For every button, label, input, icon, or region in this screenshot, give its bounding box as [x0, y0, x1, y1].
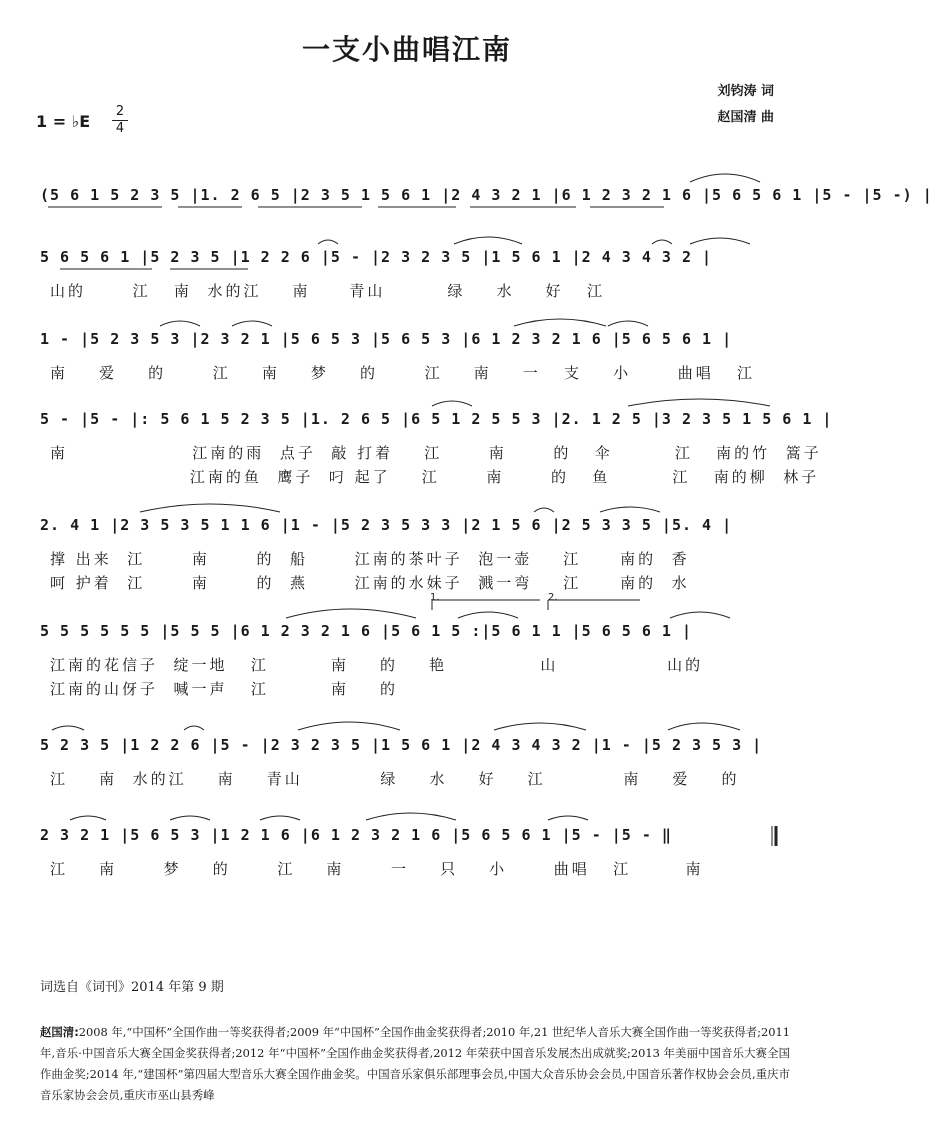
lyric-line: 江南的山伢子 喊一声 江 南 的 — [50, 680, 399, 698]
lyric-line: 江 南 水的江 南 青山 绿 水 好 江 南 爱 的 — [50, 770, 740, 788]
source-note: 词选自《词刊》2014 年第 9 期 — [40, 980, 224, 995]
lyric-line: 山的 江 南 水的江 南 青山 绿 水 好 江 — [50, 282, 605, 300]
staff-notes: 1 - |5 2 3 5 3 |2 3 2 1 |5 6 5 3 |5 6 5 3 |6 1 2 3 2 1 6 |5 6 5 6 1 | — [40, 330, 733, 348]
bio-text: 2008 年,“中国杯”全国作曲一等奖获得者;2009 年“中国杯”全国作曲金奖获得者;2010 年,21 世纪华人音乐大赛全国作曲一等奖获得者;2011 年,音乐·中国音乐大赛全国金奖获得者;2012 年“中国杯”全国作曲金奖获得者,2012 年荣获中国音乐发展杰出成就奖;2013 年美丽中国音乐大赛全国作曲金奖;2014 年,“建国杯”第四届大型音乐大赛全国作曲金奖。中国音乐家俱乐部理事会员,中国大众音乐协会会员,中国音乐著作权协会会员,重庆市音乐家协会会员,重庆市巫山县秀峰 — [40, 1025, 790, 1102]
song-title: 一支小曲唱江南 — [301, 33, 512, 66]
composer-credit: 赵国清 曲 — [717, 110, 774, 125]
lyric-line: 撑 出来 江 南 的 船 江南的茶叶子 泡一壶 江 南的 香 — [50, 550, 690, 568]
lyric-line: 南 江南的雨 点子 敲 打着 江 南 的 伞 江 南的竹 篙子 — [50, 444, 822, 462]
volta-second-label: 2. — [548, 592, 558, 603]
lyric-line: 南 爱 的 江 南 梦 的 江 南 一 支 小 曲唱 江 — [50, 364, 756, 382]
staff-notes: 2 3 2 1 |5 6 5 3 |1 2 1 6 |6 1 2 3 2 1 6 |5 6 5 6 1 |5 - |5 - ‖ — [40, 826, 672, 844]
lyric-line: 江南的鱼 鹰子 叼 起了 江 南 的 鱼 江 南的柳 林子 — [50, 468, 820, 486]
staff-notes: 5 5 5 5 5 5 |5 5 5 |6 1 2 3 2 1 6 |5 6 1 5 :|5 6 1 1 |5 6 5 6 1 | — [40, 622, 692, 640]
bio-name: 赵国清: — [40, 1025, 79, 1039]
staff-notes: 5 2 3 5 |1 2 2 6 |5 - |2 3 2 3 5 |1 5 6 1 |2 4 3 4 3 2 |1 - |5 2 3 5 3 | — [40, 736, 763, 754]
time-signature-bottom: 4 — [112, 120, 128, 137]
volta-first-label: 1. — [430, 592, 440, 603]
key-signature: 1 = ♭E — [36, 112, 91, 131]
staff-notes: 5 6 5 6 1 |5 2 3 5 |1 2 2 6 |5 - |2 3 2 3 5 |1 5 6 1 |2 4 3 4 3 2 | — [40, 248, 713, 266]
staff-notes: 5 - |5 - |: 5 6 1 5 2 3 5 |1. 2 6 5 |6 5 1 2 5 5 3 |2. 1 2 5 |3 2 3 5 1 5 6 1 | — [40, 410, 833, 428]
composer-bio — [40, 1022, 790, 1106]
time-signature-top: 2 — [115, 104, 125, 119]
lyric-line: 呵 护着 江 南 的 燕 江南的水妹子 溅一弯 江 南的 水 — [50, 574, 690, 592]
staff-notes: 2. 4 1 |2 3 5 3 5 1 1 6 |1 - |5 2 3 5 3 3 |2 1 5 6 |2 5 3 3 5 |5. 4 | — [40, 516, 733, 534]
lyric-line: 江 南 梦 的 江 南 一 只 小 曲唱 江 南 — [50, 860, 704, 878]
staff-notes: (5 6 1 5 2 3 5 |1. 2 6 5 |2 3 5 1 5 6 1 |2 4 3 2 1 |6 1 2 3 2 1 6 |5 6 5 6 1 |5 - |5 -) | — [40, 186, 933, 204]
lyricist-credit: 刘钧涛 词 — [717, 84, 774, 99]
lyric-line: 江南的花信子 绽一地 江 南 的 艳 山 山的 — [50, 656, 704, 674]
